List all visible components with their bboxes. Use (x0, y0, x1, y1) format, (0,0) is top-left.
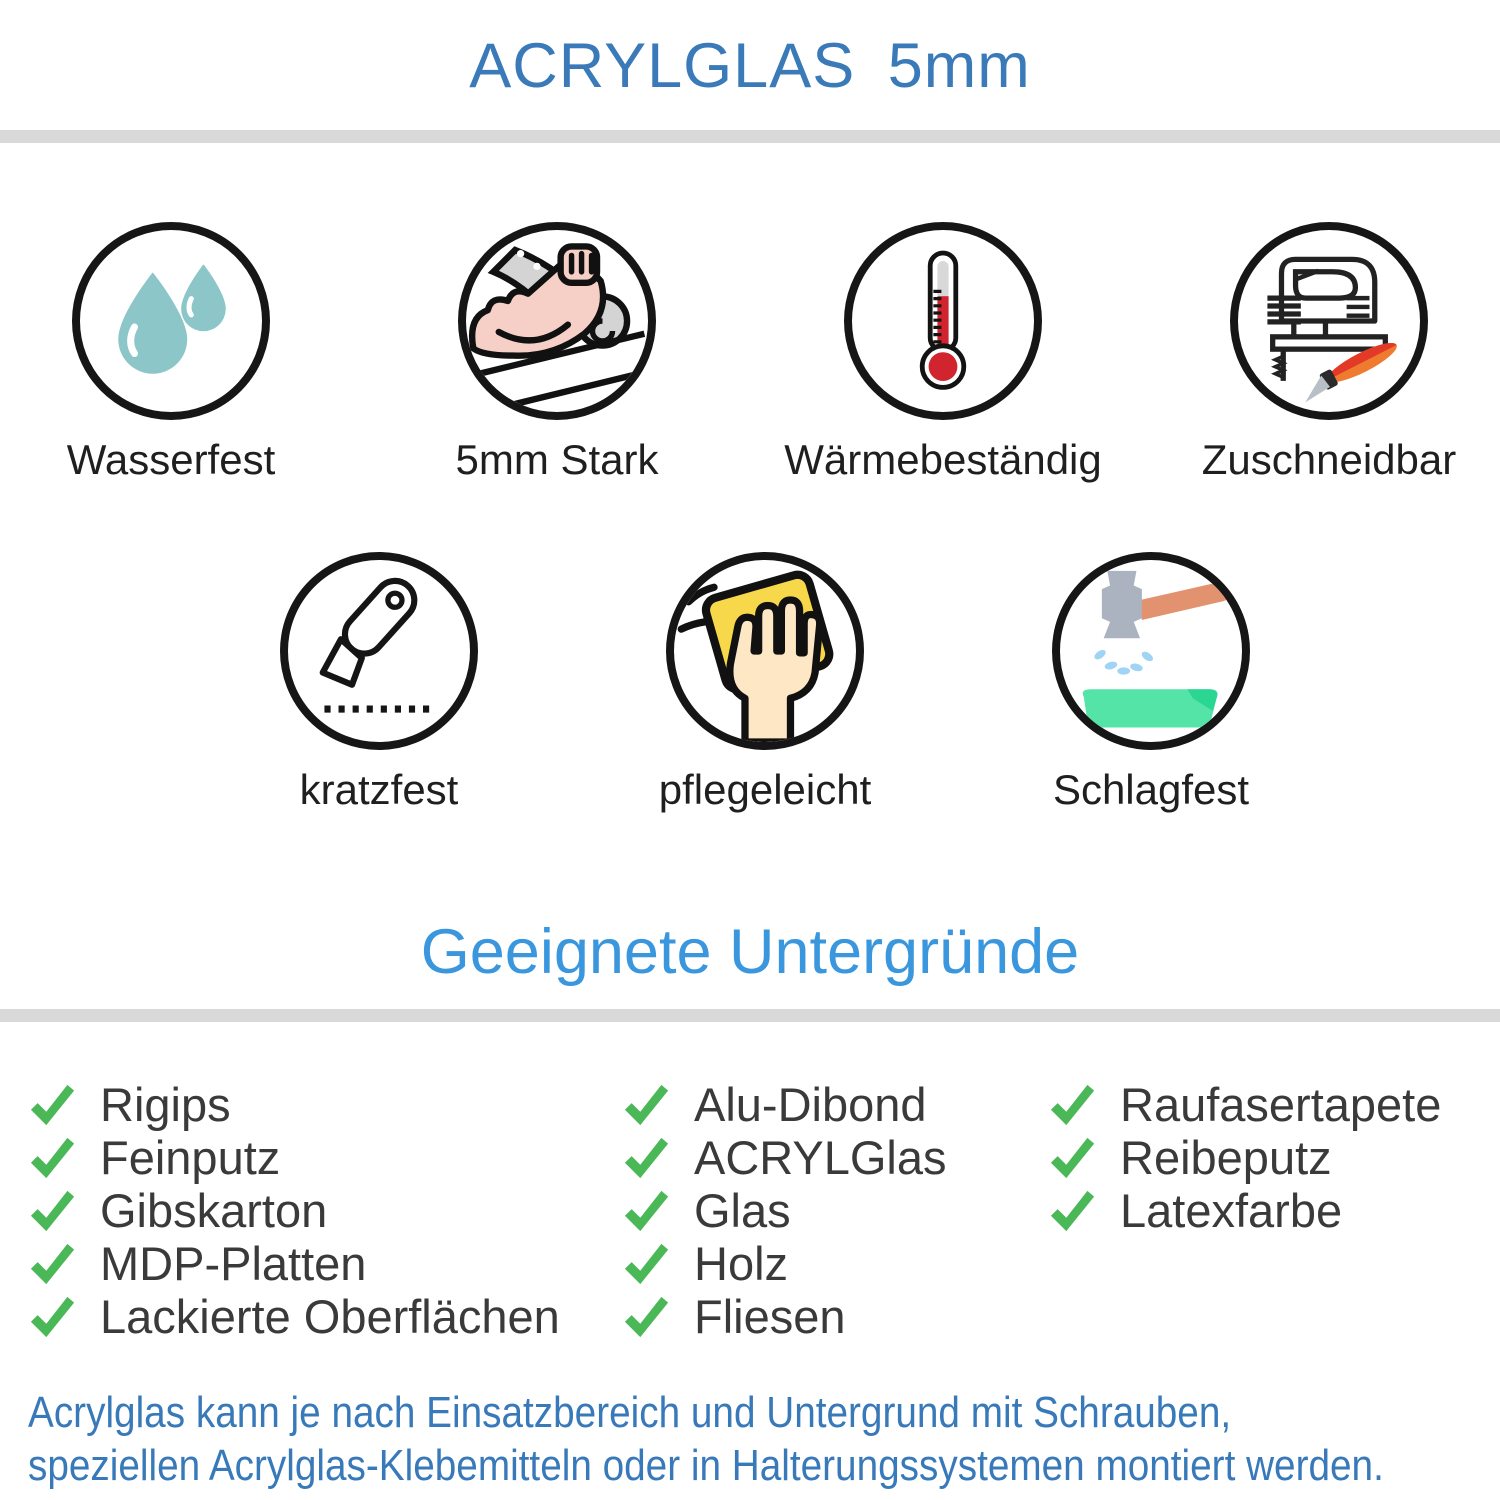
feature-wasserfest (66, 222, 276, 484)
divider-top (0, 130, 1500, 143)
list-item (622, 1184, 947, 1237)
list-item-label: MDP-Platten (100, 1237, 367, 1290)
check-icon (1048, 1081, 1098, 1129)
feature-label: kratzfest (299, 766, 459, 813)
list-item-label: Glas (694, 1184, 791, 1237)
list-item (28, 1184, 560, 1237)
flexed-arm-roll-icon (466, 229, 648, 413)
feature-label: pflegeleicht (658, 766, 872, 813)
list-item-label: Latexfarbe (1120, 1184, 1343, 1237)
check-icon (28, 1293, 78, 1341)
list-item-label: ACRYLGlas (694, 1131, 947, 1184)
list-item (28, 1131, 560, 1184)
feature-label: 5mm Stark (455, 436, 659, 483)
feature-label: Wasserfest (66, 436, 276, 483)
feature-kratzfest (279, 552, 479, 814)
page-title: ACRYLGLAS 5mm (469, 31, 1031, 101)
features-row-2 (0, 552, 1500, 814)
list-item-label: Alu-Dibond (694, 1078, 927, 1131)
feature-waermebestaendig (784, 222, 1102, 484)
list-item (622, 1078, 947, 1131)
utility-knife-icon (291, 563, 467, 739)
feature-label: Wärmebeständig (784, 436, 1102, 483)
check-icon (28, 1187, 78, 1235)
footer-line-2: speziellen Acrylglas-Klebemitteln oder in Halterungssystemen montiert werden. (28, 1441, 1384, 1490)
list-item (28, 1237, 560, 1290)
feature-circle (280, 552, 478, 750)
footer-line-1: Acrylglas kann je nach Einsatzbereich und Untergrund mit Schrauben, (28, 1388, 1232, 1437)
feature-circle (72, 222, 270, 420)
feature-circle (458, 222, 656, 420)
feature-zuschneidbar (1201, 222, 1457, 484)
list-item-label: Raufasertapete (1120, 1078, 1442, 1131)
water-drops-icon (100, 250, 242, 392)
list-item (1048, 1078, 1441, 1131)
feature-pflegeleicht (658, 552, 872, 814)
feature-5mm-stark (457, 222, 657, 484)
footer-note (28, 1386, 1384, 1492)
list-item-label: Gibskarton (100, 1184, 328, 1237)
check-icon (622, 1187, 672, 1235)
check-icon (28, 1240, 78, 1288)
check-icon (1048, 1187, 1098, 1235)
feature-circle (1052, 552, 1250, 750)
feature-circle (1230, 222, 1428, 420)
surfaces-column-2 (622, 1078, 947, 1343)
list-item-label: Feinputz (100, 1131, 281, 1184)
features-row-1 (0, 222, 1500, 484)
check-icon (28, 1134, 78, 1182)
check-icon (1048, 1134, 1098, 1182)
feature-label: Schlagfest (1052, 766, 1250, 813)
list-item-label: Lackierte Oberflächen (100, 1290, 560, 1343)
check-icon (622, 1134, 672, 1182)
list-item (622, 1237, 947, 1290)
section-heading: Geeignete Untergründe (420, 917, 1080, 987)
list-item (622, 1290, 947, 1343)
list-item-label: Rigips (100, 1078, 231, 1131)
divider-middle (0, 1009, 1500, 1022)
check-icon (622, 1081, 672, 1129)
check-icon (622, 1240, 672, 1288)
check-icon (622, 1293, 672, 1341)
surfaces-column-1 (28, 1078, 560, 1343)
check-icon (28, 1081, 78, 1129)
list-item (1048, 1184, 1441, 1237)
feature-schlagfest (1051, 552, 1251, 814)
list-item (28, 1290, 560, 1343)
surfaces-column-3 (1048, 1078, 1441, 1237)
hand-cloth-icon (674, 560, 856, 742)
feature-label: Zuschneidbar (1201, 436, 1457, 483)
feature-circle (666, 552, 864, 750)
list-item (28, 1078, 560, 1131)
list-item-label: Reibeputz (1120, 1131, 1332, 1184)
feature-circle (844, 222, 1042, 420)
list-item-label: Holz (694, 1237, 789, 1290)
thermometer-icon (895, 245, 991, 397)
jigsaw-knife-icon (1241, 233, 1417, 409)
list-item-label: Fliesen (694, 1290, 846, 1343)
hammer-icon (1060, 560, 1242, 742)
list-item (622, 1131, 947, 1184)
list-item (1048, 1131, 1441, 1184)
